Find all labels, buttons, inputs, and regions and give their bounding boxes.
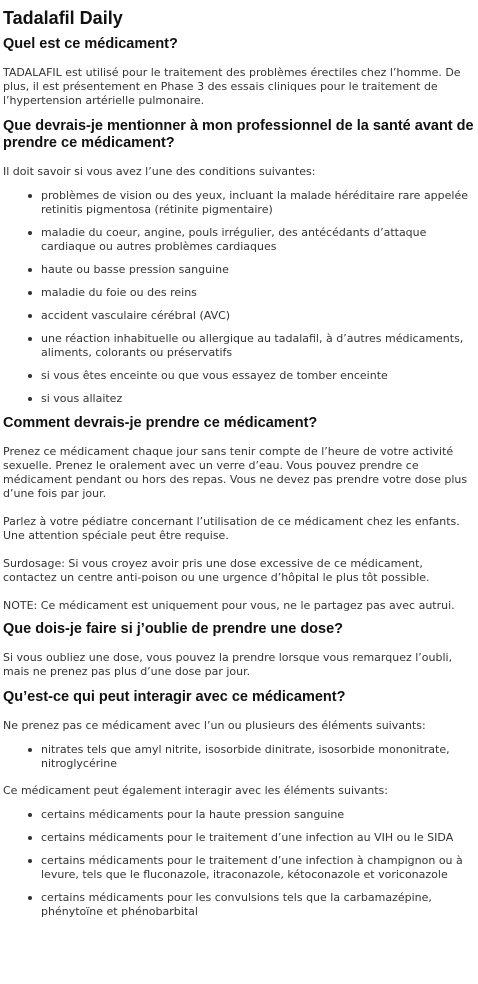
contraindications-list	[3, 743, 475, 771]
section-heading: Que dois-je faire si j’oublie de prendre une dose?	[3, 621, 344, 637]
page-title: Tadalafil Daily	[3, 8, 123, 28]
section-text: Ce médicament peut également interagir avec les éléments suivants:	[3, 784, 388, 797]
section-heading: Comment devrais-je prendre ce médicament?	[3, 415, 318, 431]
section-text: Parlez à votre pédiatre concernant l’utilisation de ce médicament chez les enfants. Une attention spéciale peut être requise.	[3, 515, 460, 542]
section-text: NOTE: Ce médicament est uniquement pour vous, ne le partagez pas avec autrui.	[3, 599, 455, 612]
list-item: certains médicaments pour le traitement d’une infection au VIH ou le SIDA	[41, 831, 475, 845]
list-item: une réaction inhabituelle ou allergique au tadalafil, à d’autres médicaments, aliments, colorants ou préservatifs	[41, 332, 475, 360]
list-item: maladie du coeur, angine, pouls irrégulier, des antécédants d’attaque cardiaque ou autres problèmes cardiaques	[41, 226, 475, 254]
section-heading: Que devrais-je mentionner à mon professionnel de la santé avant de prendre ce médicament?	[3, 118, 474, 151]
section-text: Il doit savoir si vous avez l’une des conditions suivantes:	[3, 165, 316, 178]
section-text: Ne prenez pas ce médicament avec l’un ou plusieurs des éléments suivants:	[3, 719, 426, 732]
list-item: si vous allaitez	[41, 392, 475, 406]
section-heading: Quel est ce médicament?	[3, 36, 178, 52]
interactions-list	[3, 808, 475, 919]
section-text: TADALAFIL est utilisé pour le traitement des problèmes érectiles chez l’homme. De plus, il est présentement en Phase 3 des essais cliniques pour le traitement de l’hypertension artérielle pulmonaire.	[3, 66, 461, 107]
list-item: accident vasculaire cérébral (AVC)	[41, 309, 475, 323]
list-item: maladie du foie ou des reins	[41, 286, 475, 300]
conditions-list	[3, 189, 475, 406]
section-heading: Qu’est-ce qui peut interagir avec ce médicament?	[3, 689, 346, 705]
list-item: certains médicaments pour le traitement d’une infection à champignon ou à levure, tels que le fluconazole, itraconazole, kétoconazole et voriconazole	[41, 854, 475, 882]
list-item: nitrates tels que amyl nitrite, isosorbide dinitrate, isosorbide mononitrate, nitroglycérine	[41, 743, 475, 771]
list-item: certains médicaments pour les convulsions tels que la carbamazépine, phénytoïne et phénobarbital	[41, 891, 475, 919]
section-text: Si vous oubliez une dose, vous pouvez la prendre lorsque vous remarquez l’oubli, mais ne prenez pas plus d’une dose par jour.	[3, 651, 453, 678]
list-item: certains médicaments pour la haute pression sanguine	[41, 808, 475, 822]
list-item: si vous êtes enceinte ou que vous essayez de tomber enceinte	[41, 369, 475, 383]
section-text: Surdosage: Si vous croyez avoir pris une dose excessive de ce médicament, contactez un centre anti-poison ou une urgence d’hôpital le plus tôt possible.	[3, 557, 430, 584]
section-text: Prenez ce médicament chaque jour sans tenir compte de l’heure de votre activité sexuelle. Prenez le oralement avec un verre d’eau. Vous pouvez prendre ce médicament pendant ou hors des repas. Vous ne devez pas prendre votre dose plus d’une fois par jour.	[3, 445, 468, 500]
list-item: problèmes de vision ou des yeux, incluant la malade héréditaire rare appelée retinitis pigmentosa (rétinite pigmentaire)	[41, 189, 475, 217]
list-item: haute ou basse pression sanguine	[41, 263, 475, 277]
